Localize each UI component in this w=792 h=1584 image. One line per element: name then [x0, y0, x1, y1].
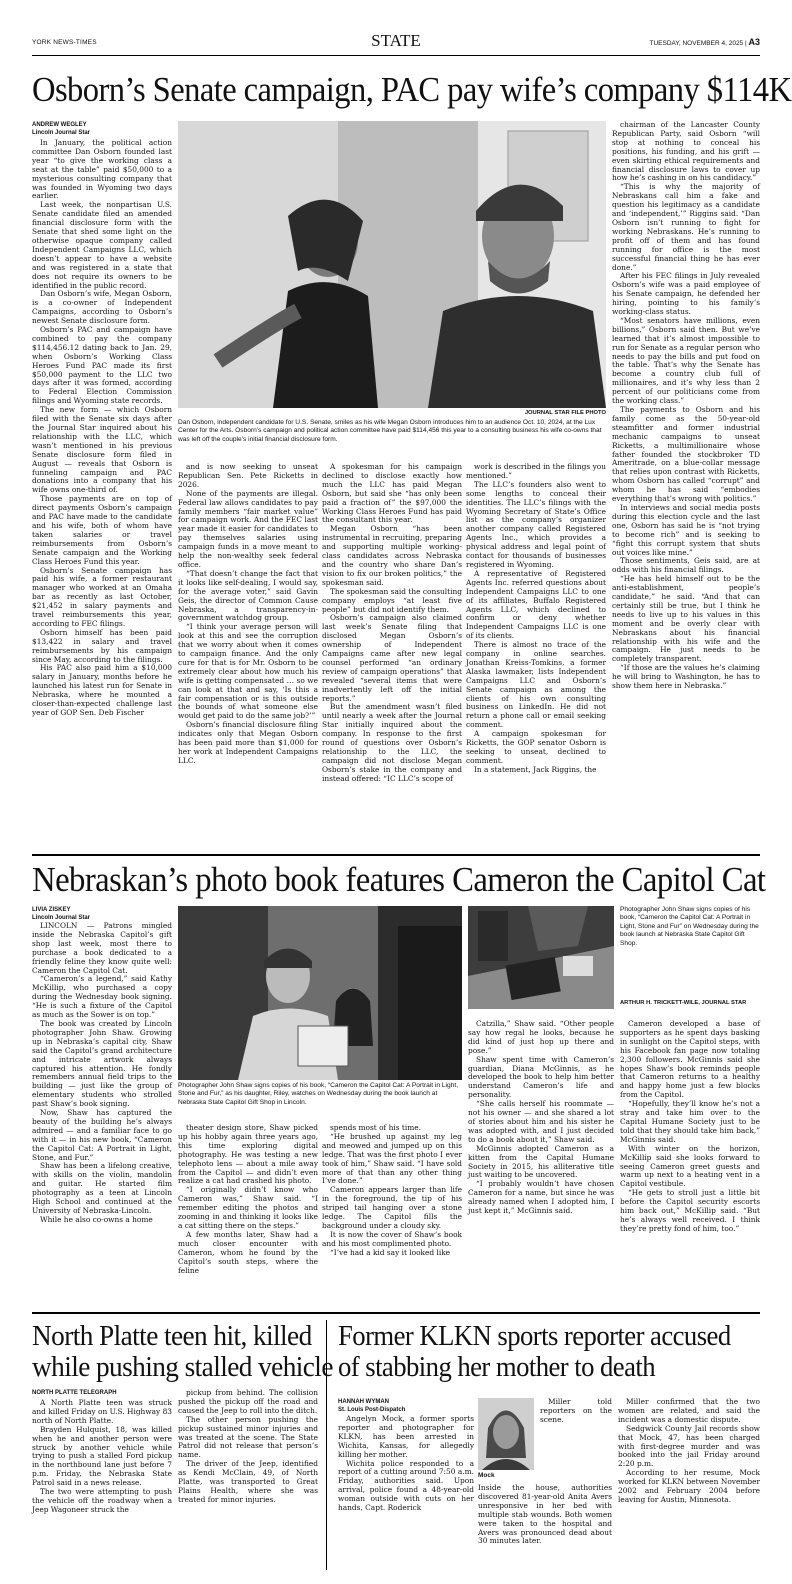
story1-col1	[32, 138, 172, 717]
paragraph: McGinnis adopted Cameron as a kitten from the Capital Humane Society in 2015, his alliterative title just waiting to be uncovered.	[468, 1143, 614, 1180]
paragraph: pickup from behind. The collision pushed the pickup off the road and caused the Jeep to roll into the ditch.	[178, 1388, 318, 1415]
paragraph: While he also co-owns a home	[40, 1214, 153, 1224]
divider-1	[32, 854, 760, 856]
story3-byline: NORTH PLATTE TELEGRAPH	[32, 1390, 117, 1396]
paragraph: A campaign spokesman for Ricketts, the GOP senator Osborn is seeking to unseat, declined to comment.	[466, 729, 606, 765]
paper-name: YORK NEWS-TIMES	[32, 39, 97, 46]
paragraph: Osborn’s financial disclosure filing indicates only that Megan Osborn has been paid more than $1,000 for her work at Independent Campaigns LLC.	[178, 720, 318, 765]
paragraph: A representative of Registered Agents Inc. referred questions about Independent Campaigns LLC to one of its affiliates, Buffalo Registered Agents LLC, which declined to confirm or deny whether Independent Campaigns LLC is one of its clients.	[466, 568, 606, 641]
paragraph: Those payments are on top of direct payments Osborn’s campaign and PAC have made to the candidate and his wife, both of whom have taken salaries or travel reimbursements from Osborn’s Senate campaign and the Working Class Heroes Fund this year.	[32, 494, 172, 566]
paragraph: “Cameron’s a legend,” said Kathy McKillip, who purchased a copy during the Wednesday book signing. “He is such a fixture of the Capitol as much as the Sower is on top.”	[32, 974, 172, 1020]
paragraph: “I probably wouldn’t have chosen Cameron for a name, but since he was already named when I adopted him, I just kept it,” McGinnis said.	[468, 1179, 614, 1216]
paragraph: It is now the cover of Shaw’s book and his most complimented photo.	[322, 1229, 462, 1248]
paragraph: Dan Osborn’s wife, Megan Osborn, is a co-owner of Independent Campaigns, according to Osborn’s newest Senate disclosure form.	[32, 289, 172, 326]
paragraph: “I think your average person will look at this and see the corruption that we worry about when it comes to campaign finance. And the only cure for that is for Mr. Osborn to be extremely clear about how much his wife is getting compensated … so we can look at that and say, ‘Is this a fair compensation or is this outside the bounds of what someone else would get paid to do the same job?’”	[178, 622, 318, 721]
paragraph: With winter on the horizon, McKillip said she looks forward to seeing Cameron greet guests and warm up next to a heating vent in a Capitol vestibule.	[620, 1143, 760, 1189]
paragraph: work is described in the filings you mentioned.”	[466, 462, 606, 480]
mugshot-illustration	[478, 1398, 534, 1470]
story4-mug-label: Mock	[478, 1472, 495, 1479]
paragraph: A North Platte teen was struck and killed Friday on U.S. Highway 83 north of North Platte.	[32, 1398, 172, 1425]
story2-col2	[178, 1124, 318, 1300]
paragraph: “I originally didn’t know who Cameron was,” Shaw said. “I remember editing the photos and zooming in and thinking it looks like a cat sitting there on the steps.”	[178, 1185, 318, 1230]
paragraph: Shaw spent time with Cameron’s guardian, Diana McGinnis, as he developed the book to help him better understand Cameron’s life and personality.	[468, 1054, 614, 1100]
paragraph: “He brushed up against my leg and meowed and jumped up on this ledge. That was the first photo I ever took of him,” Shaw said. “I have sold more of that than any other thing I’ve done.”	[322, 1131, 462, 1186]
paragraph: “He has held himself out to be the anti-establishment, people’s candidate,” he said. “And that can certainly still be true, but I think he needs to live up to his values in this moment and be overly clear with Nebraskans about his financial relationship with his wife and the campaign. He just needs to be completely transparent.	[612, 574, 760, 664]
paragraph: Osborn’s Senate campaign has paid his wife, a former restaurant manager who worked at an Omaha bar as recently as last October, $21,452 in salary payments and travel reimbursements this year, according to FEC filings.	[32, 565, 172, 628]
book-signing-photo-illustration	[178, 906, 462, 1080]
paragraph: Osborn’s PAC and campaign have combined to pay the company $114,456.12 dating back to Jan. 29, when Osborn’s Working Class Heroes Fund PAC made its first $50,000 payment to the LLC two days after it was formed, according to Federal Election Commission filings and Wyoming state records.	[32, 325, 172, 406]
paragraph: In January, the political action committee Dan Osborn founded last year “to give the working class a seat at the table” paid $50,000 to a mysterious consulting company that was founded in Wyoming two days earlier.	[32, 138, 172, 201]
story4-byline: HANNAH WYMAN	[338, 1399, 389, 1405]
paragraph: Osborn himself has been paid $13,422 in salary and travel reimbursements by his campaign since May, according to the filings.	[32, 627, 172, 664]
paragraph: chairman of the Lancaster County Republican Party, said Osborn “will stop at nothing to conceal his positions, his funding, and his grift — even skirting ethical requirements and financial disclosure laws to cover up how he’s cashing in on his candidacy.”	[612, 120, 760, 183]
paragraph: A few months later, Shaw had a much closer encounter with Cameron, whom he found by the Capitol’s south steps, where the feline	[178, 1229, 318, 1275]
story1-source: Lincoln Journal Star	[32, 130, 91, 136]
story2-byline-block	[32, 906, 172, 922]
story1-col3	[322, 463, 462, 892]
paragraph: Megan Osborn “has been instrumental in recruiting, preparing and supporting multiple working-class candidates across Nebraska and the country who share Dan’s vision to fix our broken politics,” the spokesman said.	[322, 524, 462, 587]
story4-source: St. Louis Post-Dispatch	[338, 1407, 406, 1413]
story3-col2	[178, 1389, 318, 1571]
paragraph: and is now seeking to unseat Republican Sen. Pete Ricketts in 2026.	[178, 462, 318, 489]
paragraph: theater design store, Shaw picked up his hobby again three years ago, this time exploring digital photography. He was testing a new telephoto lens — about a mile away from the Capitol — and didn’t even realize a cat had crashed his photo.	[178, 1123, 318, 1186]
paragraph: Those sentiments, Geis said, are at odds with his financial filings.	[612, 556, 760, 575]
paragraph: His PAC also paid him a $10,000 salary in January, months before he launched his latest run for Senate in Nebraska, where he mounted a closer-than-expected challenge last year of GOP Sen. Deb Fischer	[32, 663, 172, 717]
paragraph: The other person pushing the pickup sustained minor injuries and was treated at the scene. The State Patrol did not release that person’s name.	[178, 1414, 318, 1460]
story2-col1	[32, 922, 172, 1300]
paragraph: “He gets to stroll just a little bit before the Capitol security escorts him back out,” McKillip said. “But he’s always well received. I think they’re pretty fond of him, too.”	[620, 1188, 760, 1233]
paragraph: Osborn’s campaign also claimed last week’s Senate filing that disclosed Megan Osborn’s ownership of Independent Campaigns came after new legal counsel performed “an ordinary review of campaign operations” that revealed “several items that were inadvertently left off the initial reports.”	[322, 613, 462, 703]
story1-caption: Dan Osborn, independent candidate for U.S. Senate, smiles as his wife Megan Osborn introduces him to an audience Oct. 10, 2024, at the Lux Center for the Arts. Osborn’s campaign and political action committee have paid $114,456 this year to a consulting business his wife co-owns that was left off the couple’s initial financial disclosure form.	[178, 419, 602, 443]
page-dateline: TUESDAY, NOVEMBER 4, 2025 | A3	[649, 37, 760, 47]
story1-photo-credit: JOURNAL STAR FILE PHOTO	[524, 410, 606, 416]
story2-source: Lincoln Journal Star	[32, 915, 91, 921]
paragraph: “If those are the values he’s claiming he will bring to Washington, he has to show them here in Nebraska.”	[612, 663, 760, 691]
story3-col1	[32, 1399, 172, 1571]
paragraph: LINCOLN — Patrons mingled inside the Nebraska Capitol’s gift shop last week, most there to purchase a book dedicated to a friendly feline they know quite well: Cameron the Capitol Cat.	[32, 921, 172, 975]
paragraph: The spokesman said the consulting company employs “at least five people” but did not identify them.	[322, 586, 462, 614]
story2-photo2	[468, 906, 614, 1009]
story1-byline-block	[32, 121, 172, 137]
paragraph: “Most senators have millions, even billions,” Osborn said then. But we’ve learned that it’s almost impossible to run for Senate as a regular person who needs to pay the bills and put food on the table. That’s why the Senate has become a country club full of millionaires, and it’s why less than 2 percent of our politicians come from the working class.”	[612, 315, 760, 406]
story4-col2-cont	[478, 1484, 612, 1571]
paragraph: Inside the house, authorities discovered 81-year-old Anita Avers unresponsive in her bed with multiple stab wounds. Both women were taken to the hospital and Avers was pronounced dead about 30 minutes later.	[478, 1483, 612, 1546]
paragraph: In interviews and social media posts during this election cycle and the last one, Osborn has said he is “not trying to become rich” and is seeking to “fight this corrupt system that shuts out voices like mine.”	[612, 502, 760, 557]
story3-headline-line2: while pushing stalled vehicle	[32, 1351, 333, 1383]
story1-col5	[612, 121, 760, 892]
book-table-photo-illustration	[468, 906, 614, 1009]
story1-photo	[178, 121, 606, 408]
paragraph: But the amendment wasn’t filed until nearly a week after the Journal Star initially inquired about the company. In response to the first round of questions over Osborn’s relationship to the LLC, the campaign did not disclose Megan Osborn’s stake in the company and instead offered: “IC LLC’s scope of	[322, 702, 462, 783]
page-header	[32, 31, 760, 56]
paragraph: None of the payments are illegal. Federal law allows candidates to pay family members “fair market value” for campaign work. And the FEC last year made it easier for candidates to pay themselves salaries using campaign funds in a move meant to help the non-wealthy seek federal office.	[178, 488, 318, 569]
story4-col1	[338, 1415, 474, 1571]
paragraph: “She calls herself his roommate — not his owner — and she shared a lot of stories about him and his sister he was adopted with, and I just decided to do a book about it,” Shaw said.	[468, 1099, 614, 1144]
story2-photo1	[178, 906, 462, 1080]
paragraph: Miller told reporters on the scene.	[540, 1397, 612, 1424]
paragraph: “That doesn’t change the fact that it looks like self-dealing, I would say, for the average voter,” said Gavin Geis, the director of Common Cause Nebraska, a transparency-in-government watchdog group.	[178, 568, 318, 623]
osborn-photo-illustration	[178, 121, 606, 408]
story2-col3	[322, 1124, 462, 1300]
story2-caption2: Photographer John Shaw signs copies of his book, “Cameron the Capitol Cat: A Portrait in Light, Stone and Fur” on Wednesday during the book launch at Nebraska State Capitol Gift Shop.	[620, 906, 759, 947]
paragraph: “This is why the majority of Nebraskans call him a fake and question his legitimacy as a candidate and ‘independent,’” Riggins said. “Dan Osborn isn’t running to fight for working Nebraskans. He’s running to profit off of them and has found running for office is the most successful financial thing he has ever done.”	[612, 182, 760, 272]
story2-caption1: Photographer John Shaw signs copies of his book, “Cameron the Capitol Cat: A Portrait in Light, Stone and Fur,” as his daughter, Riley, watches on Wednesday during the book launch at Nebraska State Capitol Gift Shop in Lincoln.	[178, 1082, 459, 1106]
paragraph: According to her resume, Mock worked for KLKN between November 2002 and February 2004 before leaving for Austin, Minnesota.	[618, 1468, 760, 1504]
paragraph: The two were attempting to push the vehicle off the roadway when a Jeep Wagoneer struck the	[32, 1487, 172, 1514]
story4-col2	[540, 1398, 612, 1478]
paragraph: spends most of his time.	[330, 1123, 421, 1132]
paragraph: In a statement, Jack Riggins, the	[474, 764, 597, 774]
story2-col5	[620, 1020, 760, 1300]
story4-col3	[618, 1398, 760, 1571]
paragraph: Cameron developed a base of supporters as he spent days basking in sunlight on the Capitol steps, with his Facebook fan page now totaling 2,300 followers. McGinnis said she hopes Shaw’s book reminds people that Cameron returns to a healthy and happy home just a few blocks from the Capitol.	[620, 1019, 760, 1100]
paragraph: Cameron appears larger than life in the foreground, the tip of his striped tail hanging over a stone ledge. The Capitol fills the background under a cloudy sky.	[322, 1185, 462, 1230]
paragraph: “I’ve had a kid say it looked like	[330, 1247, 451, 1257]
story1-byline: ANDREW WEGLEY	[32, 122, 87, 128]
paragraph: Catzilla,” Shaw said. “Other people say how regal he looks, because he did kind of just hop up there and pose.”	[468, 1019, 614, 1055]
story2-col4	[468, 1020, 614, 1300]
story4-byline-block	[338, 1398, 478, 1414]
paragraph: After his FEC filings in July revealed Osborn’s wife was a paid employee of his Senate campaign, he defended her hiring, pointing to his family’s working-class status.	[612, 271, 760, 317]
paragraph: Wichita police responded to a report of a cutting around 7:50 a.m. Friday, authorities said. Upon arrival, police found a 48-year-old woman outside with cuts on her hands, Capt. Roderick	[338, 1458, 474, 1513]
paragraph: Shaw has been a lifelong creative, with skills on the violin, mandolin and guitar. He started film photography as a teen at Lincoln High School and continued at the University of Nebraska-Lincoln.	[32, 1161, 172, 1215]
paragraph: There is almost no trace of the company in online searches. Jonathan Kreiss-Tomkins, a former Alaska lawmaker, lists Independent Campaigns LLC and Osborn’s Senate campaign as among the clients of his own consulting business on LinkedIn. He did not return a phone call or email seeking comment.	[466, 640, 606, 730]
story4-headline-line2: of stabbing her mother to death	[338, 1351, 656, 1383]
story1-col4	[466, 463, 606, 892]
paragraph: A spokesman for his campaign declined to disclose exactly how much the LLC has paid Megan Osborn, but said she “has only been paid a fraction of” the $97,000 the Working Class Heroes Fund has paid the consultant this year.	[322, 462, 462, 525]
paragraph: The new form — which Osborn filed with the Senate six days after the Journal Star inquired about his relationship with the LLC, which wasn’t mentioned in his previous Senate disclosure form filed in August — reveals that Osborn is funneling campaign and PAC donations into a company that his wife owns one-third of.	[32, 405, 172, 495]
story2-byline: LIVIA ZISKEY	[32, 907, 71, 913]
story2-headline: Nebraskan’s photo book features Cameron the Capitol Cat	[32, 860, 766, 899]
paragraph: Miller confirmed that the two women are related, and said the incident was a domestic dispute.	[618, 1397, 760, 1424]
section-name: STATE	[371, 31, 421, 50]
paragraph: Brayden Hulquist, 18, was killed when he and another person were struck by another vehicle while trying to push a stalled Ford pickup in the northbound lane just before 7 p.m. Friday, the Nebraska State Patrol said in a news release.	[32, 1424, 172, 1488]
story2-credit2: ARTHUR H. TRICKETT-WILE, JOURNAL STAR	[620, 1000, 747, 1006]
story4-mugshot	[478, 1398, 534, 1470]
paragraph: The driver of the Jeep, identified as Kendi McClain, 49, of North Platte, was transported to Great Plains Health, where she was treated for minor injuries.	[178, 1459, 318, 1504]
paragraph: The LLC’s founders also went to some lengths to conceal their identities. The LLC’s filings with the Wyoming Secretary of State’s Office list as the company’s organizer another company called Registered Agents Inc., which provides a physical address and legal point of contact for thousands of businesses registered in Wyoming.	[466, 479, 606, 569]
date: TUESDAY, NOVEMBER 4, 2025	[649, 40, 744, 47]
paragraph: “Hopefully, they’ll know he’s not a stray and take him over to the Capital Humane Society just to be told that they should take him back,” McGinnis said.	[620, 1099, 760, 1144]
divider-2	[32, 1312, 760, 1314]
paragraph: The book was created by Lincoln photographer John Shaw. Growing up in Nebraska’s capital city, Shaw said the Capitol’s grand architecture and intricate artwork always captured his attention. He fondly remembers annual field trips to the building — just like the group of elementary students who strolled past Shaw’s book signing.	[32, 1018, 172, 1109]
paragraph: The payments to Osborn and his family come as the 50-year-old steamfitter and former industrial mechanic campaigns to unseat Ricketts, a multimillionaire whose father founded the stockbroker TD Ameritrade, on a blue-collar message that relies upon contrast with Ricketts, whom Osborn has called “corrupt” and whom he has said “embodies everything that’s wrong with politics.”	[612, 405, 760, 504]
page-number: A3	[748, 37, 760, 47]
paragraph: Now, Shaw has captured the beauty of the building he’s always admired — and a familiar face to go with it — in his new book, “Cameron the Capitol Cat: A Portrait in Light, Stone, and Fur.”	[32, 1108, 172, 1162]
paragraph: Angelyn Mock, a former sports reporter and photographer for KLKN, has been arrested in Wichita, Kansas, for allegedly killing her mother.	[338, 1414, 474, 1459]
story4-headline-line1: Former KLKN sports reporter accused	[338, 1320, 731, 1352]
paragraph: Sedgwick County Jail records show that Mock, 47, has been charged with first-degree murder and was booked into the jail Friday around 2:20 p.m.	[618, 1423, 760, 1469]
story1-col2	[178, 463, 318, 892]
story3-headline-line1: North Platte teen hit, killed	[32, 1320, 312, 1352]
paragraph: Last week, the nonpartisan U.S. Senate candidate filed an amended financial disclosure form with the Senate that shed some light on the otherwise opaque company called Independent Campaigns LLC, which doesn’t appear to have a website and was registered in a state that does not require its owners to be identified in the public record.	[32, 200, 172, 290]
story1-headline: Osborn’s Senate campaign, PAC pay wife’s company $114K	[32, 70, 792, 109]
